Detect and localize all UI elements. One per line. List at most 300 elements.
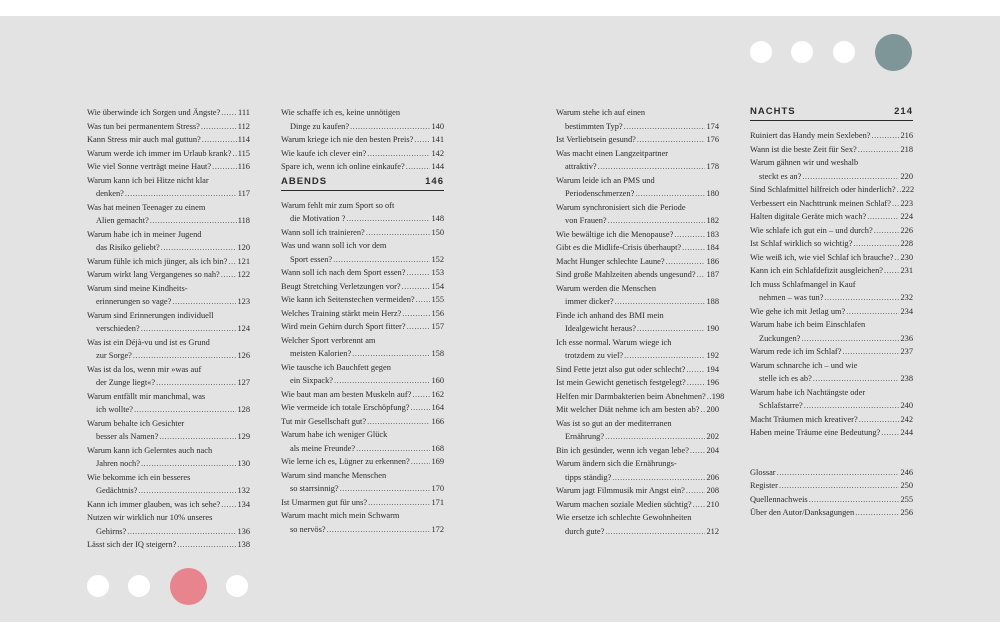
section-heading <box>281 176 444 191</box>
toc-entry-line <box>750 197 913 211</box>
toc-page-number: 202 <box>706 432 719 441</box>
toc-entry[interactable] <box>87 471 250 498</box>
toc-entry[interactable] <box>750 386 913 413</box>
toc-entry[interactable] <box>281 266 444 280</box>
toc-page-number: 242 <box>900 414 913 424</box>
toc-entry[interactable] <box>556 106 719 133</box>
toc-page-number: 255 <box>900 494 913 504</box>
dot-leader <box>125 187 237 201</box>
toc-entry[interactable] <box>87 106 250 120</box>
toc-page-number: 111 <box>238 108 250 117</box>
toc-page-number: 224 <box>900 212 913 221</box>
toc-entry[interactable] <box>750 359 913 386</box>
toc-entry[interactable] <box>556 174 719 201</box>
toc-entry-text: Welches Training stärkt mein Herz? <box>281 308 402 318</box>
toc-entry[interactable] <box>87 498 250 512</box>
toc-entry-line <box>556 444 719 458</box>
toc-entry-line <box>750 372 913 386</box>
toc-entry[interactable] <box>281 293 444 307</box>
decorative-dot-white <box>833 41 855 63</box>
decorative-dot-white <box>750 41 772 63</box>
toc-entry-text: Alien gemacht? <box>96 216 149 225</box>
toc-entry[interactable] <box>556 484 719 498</box>
toc-page-number: 138 <box>237 540 250 549</box>
dot-leader <box>824 291 899 305</box>
dot-leader <box>212 160 237 174</box>
toc-entry[interactable] <box>87 336 250 363</box>
toc-entry-text: tipps ständig? <box>565 472 612 482</box>
toc-entry-line <box>87 268 250 282</box>
decorative-dot-teal <box>875 34 912 71</box>
toc-page-number: 194 <box>706 364 719 374</box>
toc-page-number: 130 <box>237 459 250 468</box>
toc-page-number: 148 <box>431 214 444 223</box>
toc-page-number: 183 <box>706 229 719 239</box>
dot-leader <box>802 170 899 184</box>
dot-leader <box>138 484 236 498</box>
toc-entry-line <box>556 133 719 147</box>
toc-entry-line <box>87 322 250 336</box>
toc-entry-text: Warum synchronisiert sich die Periode <box>556 202 686 212</box>
toc-entry-line <box>556 160 719 174</box>
dot-leader <box>690 444 706 458</box>
toc-entry-line <box>750 345 913 359</box>
toc-entry-line <box>281 106 444 120</box>
toc-entry[interactable] <box>281 334 444 361</box>
toc-entry[interactable] <box>87 444 250 471</box>
toc-entry[interactable] <box>556 417 719 444</box>
toc-page-number: 118 <box>237 216 250 225</box>
toc-entry[interactable] <box>87 120 250 134</box>
toc-entry[interactable] <box>750 466 913 480</box>
toc-entry-text: Wie schaffe ich es, keine unnötigen <box>281 108 401 117</box>
toc-entry-text: Spare ich, wenn ich online einkaufe? <box>281 162 405 171</box>
toc-entry-line <box>556 106 719 120</box>
toc-entry-line <box>281 455 444 469</box>
toc-entry[interactable] <box>750 210 913 224</box>
toc-entry[interactable] <box>556 376 719 390</box>
toc-column-1 <box>87 106 250 552</box>
toc-entry-line <box>87 160 250 174</box>
toc-entry-line <box>281 293 444 307</box>
toc-entry-text: Tut mir Gesellschaft gut? <box>281 416 367 426</box>
toc-entry-line <box>281 199 444 213</box>
toc-entry[interactable] <box>556 255 719 269</box>
dot-leader <box>608 214 706 228</box>
toc-page-number: 178 <box>706 162 719 171</box>
toc-entry-text: erinnerungen so vage? <box>96 297 172 306</box>
toc-page-number: 156 <box>431 308 444 318</box>
toc-entry[interactable] <box>750 506 913 520</box>
toc-entry[interactable] <box>750 129 913 143</box>
toc-entry-line <box>87 457 250 471</box>
toc-page-number: 232 <box>900 293 913 302</box>
dot-leader <box>406 160 431 174</box>
dot-leader <box>350 120 430 134</box>
toc-page-number: 182 <box>706 216 719 225</box>
toc-entry[interactable] <box>281 199 444 226</box>
toc-entry-text: so nervös? <box>290 524 326 534</box>
toc-entry-text: Sind große Mahlzeiten abends ungesund? <box>556 270 696 279</box>
decorative-dot-white <box>791 41 813 63</box>
toc-entry-line <box>281 280 444 294</box>
toc-entry[interactable] <box>750 156 913 183</box>
toc-entry-line <box>281 415 444 429</box>
toc-entry-text: attraktiv? <box>565 162 597 171</box>
toc-entry-text: Dinge zu kaufen? <box>290 121 350 131</box>
toc-entry[interactable] <box>750 413 913 427</box>
dot-leader <box>367 147 430 161</box>
toc-entry[interactable] <box>750 224 913 238</box>
toc-page-number: 218 <box>900 144 913 154</box>
toc-entry[interactable] <box>281 415 444 429</box>
toc-entry-line <box>750 318 913 332</box>
toc-entry[interactable] <box>87 133 250 147</box>
dot-leader <box>134 403 236 417</box>
toc-entry-line <box>556 430 719 444</box>
toc-entry-text: Wann ist die beste Zeit für Sex? <box>750 144 857 154</box>
toc-page-number: 158 <box>431 349 444 358</box>
toc-entry-line <box>750 493 913 507</box>
dot-leader <box>842 345 899 359</box>
toc-page-number: 184 <box>706 243 719 252</box>
dot-leader <box>366 226 431 240</box>
toc-entry-line <box>750 210 913 224</box>
dot-leader <box>884 264 899 278</box>
dot-leader <box>172 295 236 309</box>
toc-entry-text: Warum macht mich mein Schwarm <box>281 511 400 520</box>
toc-page-number: 168 <box>431 443 444 453</box>
toc-entry[interactable] <box>281 455 444 469</box>
toc-entry-line <box>87 120 250 134</box>
toc-entry[interactable] <box>556 201 719 228</box>
toc-entry-line <box>556 228 719 242</box>
toc-page-number: 152 <box>431 254 444 264</box>
dot-leader <box>221 498 236 512</box>
toc-entry-text: Wann soll ich trainieren? <box>281 227 365 237</box>
toc-entry-line <box>556 268 719 282</box>
toc-entry-line <box>556 498 719 512</box>
dot-leader <box>141 322 237 336</box>
toc-entry-line <box>556 363 719 377</box>
dot-leader <box>356 442 430 456</box>
dot-leader <box>853 237 899 251</box>
toc-entry-text: Quellennachweis <box>750 494 808 504</box>
toc-entry-line <box>750 399 913 413</box>
toc-entry-text: Welcher Sport verbrennt am <box>281 335 376 345</box>
dot-leader <box>855 506 899 520</box>
toc-entry[interactable] <box>750 197 913 211</box>
toc-page-number: 230 <box>900 252 913 262</box>
toc-entry-text: ein Sixpack? <box>290 376 334 385</box>
toc-entry[interactable] <box>281 226 444 240</box>
toc-entry[interactable] <box>87 160 250 174</box>
toc-entry-line <box>87 174 250 188</box>
toc-page-number: 122 <box>237 270 250 279</box>
dot-leader <box>406 266 430 280</box>
toc-entry[interactable] <box>750 264 913 278</box>
toc-page-number: 136 <box>237 526 250 536</box>
toc-entry-line <box>281 266 444 280</box>
toc-page-number: 153 <box>431 268 444 277</box>
dot-leader <box>327 523 431 537</box>
dot-leader <box>333 253 430 267</box>
dot-leader <box>779 479 900 493</box>
toc-entry-text: trotzdem zu viel? <box>565 351 624 360</box>
toc-entry-text: Wie kaufe ich clever ein? <box>281 148 367 158</box>
toc-entry[interactable] <box>750 143 913 157</box>
dot-leader <box>874 224 900 238</box>
dot-leader <box>687 376 706 390</box>
toc-entry-line <box>750 237 913 251</box>
toc-entry-text: Warum habe ich beim Einschlafen <box>750 320 866 329</box>
toc-page-number: 157 <box>431 322 444 331</box>
toc-entry[interactable] <box>281 160 444 174</box>
toc-entry[interactable] <box>750 183 913 197</box>
toc-entry-line <box>87 471 250 485</box>
toc-entry[interactable] <box>556 390 725 404</box>
toc-entry-text: Wann soll ich nach dem Sport essen? <box>281 268 406 277</box>
toc-entry-line <box>750 129 913 143</box>
toc-entry[interactable] <box>556 363 719 377</box>
toc-entry-text: von Frauen? <box>565 216 607 225</box>
toc-entry-text: bestimmten Typ? <box>565 121 623 131</box>
toc-entry[interactable] <box>750 493 913 507</box>
toc-entry[interactable] <box>87 174 250 201</box>
toc-entry[interactable] <box>556 498 719 512</box>
toc-entry[interactable] <box>556 147 719 174</box>
toc-entry[interactable] <box>87 147 250 161</box>
toc-entry-line <box>87 349 250 363</box>
toc-entry[interactable] <box>750 251 913 265</box>
toc-entry[interactable] <box>281 280 444 294</box>
toc-entry-text: Warum sind manche Menschen <box>281 470 387 480</box>
toc-entry[interactable] <box>87 363 250 390</box>
toc-entry-text: Schlafstarre? <box>759 401 803 410</box>
toc-entry[interactable] <box>281 239 444 266</box>
toc-entry-text: Warum kriege ich nie den besten Preis? <box>281 135 414 144</box>
toc-page-number: 244 <box>900 428 913 437</box>
toc-entry[interactable] <box>750 278 913 305</box>
toc-entry-line <box>281 133 444 147</box>
toc-entry[interactable] <box>750 305 913 319</box>
dot-leader <box>892 197 900 211</box>
toc-page-number: 127 <box>237 378 250 387</box>
toc-page-number: 123 <box>237 297 250 306</box>
toc-entry[interactable] <box>750 345 913 359</box>
toc-entry[interactable] <box>87 201 250 228</box>
toc-page-number: 240 <box>900 401 913 410</box>
toc-entry[interactable] <box>556 336 719 363</box>
toc-page-number: 188 <box>706 297 719 306</box>
toc-entry-text: Zuckungen? <box>759 333 801 343</box>
toc-entry[interactable] <box>556 457 719 484</box>
toc-entry-text: die Motivation ? <box>290 214 346 223</box>
toc-entry[interactable] <box>87 282 250 309</box>
dot-leader <box>859 413 900 427</box>
toc-entry-text: Register <box>750 481 778 490</box>
toc-entry[interactable] <box>281 428 444 455</box>
toc-entry-line <box>281 347 444 361</box>
toc-entry-line <box>87 538 250 552</box>
toc-entry-line <box>87 417 250 431</box>
dot-leader <box>637 133 706 147</box>
toc-entry-text: Was ist so gut an der mediterranen <box>556 418 672 428</box>
decorative-dot-white <box>87 575 109 597</box>
toc-page-number: 120 <box>237 243 250 252</box>
toc-entry[interactable] <box>87 268 250 282</box>
toc-entry-text: Bin ich gesünder, wenn ich vegan lebe? <box>556 445 689 455</box>
toc-entry-text: der Zunge liegt«? <box>96 378 156 387</box>
toc-entry[interactable] <box>750 426 913 440</box>
toc-entry-text: Ist mein Gewicht genetisch festgelegt? <box>556 378 686 387</box>
toc-entry[interactable] <box>556 309 719 336</box>
toc-page-number: 212 <box>706 526 719 536</box>
dot-leader <box>156 376 236 390</box>
toc-entry-line <box>556 390 725 404</box>
section-title: ABENDS <box>281 175 328 187</box>
toc-entry-line <box>87 106 250 120</box>
dot-leader <box>871 129 899 143</box>
toc-entry-text: Wie kann ich Seitenstechen vermeiden? <box>281 295 415 304</box>
toc-entry-line <box>281 496 444 510</box>
toc-entry[interactable] <box>87 255 250 269</box>
toc-entry[interactable] <box>87 390 250 417</box>
toc-entry-line <box>281 307 444 321</box>
toc-entry[interactable] <box>556 133 719 147</box>
toc-entry-line <box>556 349 719 363</box>
dot-leader <box>881 426 899 440</box>
toc-entry[interactable] <box>87 538 250 552</box>
toc-entry-text: Periodenschmerzen? <box>565 189 635 198</box>
toc-entry-text: zur Sorge? <box>96 351 132 360</box>
toc-entry-line <box>281 320 444 334</box>
toc-entry-line <box>556 457 719 471</box>
toc-entry-text: Ist Umarmen gut für uns? <box>281 497 368 507</box>
toc-entry-line <box>87 282 250 296</box>
dot-leader <box>221 268 237 282</box>
toc-page-number: 144 <box>431 162 444 171</box>
toc-page-number: 174 <box>706 121 719 131</box>
toc-entry[interactable] <box>87 511 250 538</box>
dot-leader <box>411 401 431 415</box>
toc-entry[interactable] <box>87 417 250 444</box>
dot-leader <box>402 307 430 321</box>
toc-entry[interactable] <box>556 403 719 417</box>
toc-entry-text: Warum machen soziale Medien süchtig? <box>556 499 692 509</box>
toc-entry[interactable] <box>281 106 444 133</box>
toc-entry[interactable] <box>87 309 250 336</box>
toc-entry[interactable] <box>750 318 913 345</box>
toc-entry-text: Was und wann soll ich vor dem <box>281 241 387 250</box>
toc-entry-text: Wie gehe ich mit Jetlag um? <box>750 306 846 316</box>
toc-page-number: 196 <box>706 378 719 387</box>
toc-entry-text: Wie bewältige ich die Menopause? <box>556 229 674 239</box>
toc-entry-line <box>87 187 250 201</box>
toc-entry-line <box>87 147 250 161</box>
dot-leader <box>615 295 706 309</box>
toc-page-number: 154 <box>431 281 444 291</box>
toc-entry[interactable] <box>750 479 913 493</box>
toc-entry[interactable] <box>281 307 444 321</box>
toc-page-number: 128 <box>237 405 250 414</box>
book-spread <box>0 16 1000 622</box>
toc-entry[interactable] <box>281 320 444 334</box>
toc-entry-line <box>750 332 913 346</box>
dot-leader <box>201 120 237 134</box>
dot-leader <box>809 493 900 507</box>
toc-entry-line <box>87 363 250 377</box>
toc-page-number: 132 <box>237 486 250 495</box>
toc-entry[interactable] <box>556 444 719 458</box>
toc-entry-text: Sind Fette jetzt also gut oder schlecht? <box>556 364 686 374</box>
dot-leader <box>150 214 237 228</box>
toc-entry[interactable] <box>556 511 719 538</box>
toc-entry[interactable] <box>556 282 719 309</box>
toc-entry[interactable] <box>556 241 719 255</box>
toc-column-3 <box>556 106 725 538</box>
dot-leader <box>894 251 899 265</box>
dot-leader <box>674 228 705 242</box>
toc-page-number: 223 <box>900 198 913 208</box>
toc-entry[interactable] <box>281 133 444 147</box>
toc-entry[interactable] <box>750 237 913 251</box>
toc-entry-text: Warum wirkt lang Vergangenes so nah? <box>87 270 220 279</box>
toc-entry-line <box>556 187 719 201</box>
section-heading <box>750 106 913 121</box>
toc-entry-text: Haben meine Träume eine Bedeutung? <box>750 428 881 437</box>
dot-leader <box>340 482 431 496</box>
dot-leader <box>624 349 705 363</box>
toc-entry-text: Ruiniert das Handy mein Sexleben? <box>750 131 871 140</box>
toc-entry-text: Ernährung? <box>565 432 605 441</box>
toc-entry[interactable] <box>281 496 444 510</box>
toc-entry-line <box>87 498 250 512</box>
dot-leader <box>605 430 705 444</box>
toc-entry-line <box>87 511 250 525</box>
toc-entry-line <box>556 120 719 134</box>
toc-entry[interactable] <box>281 401 444 415</box>
toc-entry-line <box>556 309 719 323</box>
toc-entry-text: Warum gähnen wir und weshalb <box>750 158 859 167</box>
toc-page-number: 112 <box>237 121 250 131</box>
toc-entry[interactable] <box>556 228 719 242</box>
toc-entry[interactable] <box>281 361 444 388</box>
toc-page-number: 164 <box>431 403 444 412</box>
toc-entry-line <box>87 484 250 498</box>
toc-entry-line <box>87 336 250 350</box>
toc-entry[interactable] <box>281 469 444 496</box>
toc-entry[interactable] <box>87 228 250 255</box>
toc-entry-line <box>87 133 250 147</box>
toc-entry-line <box>87 214 250 228</box>
toc-entry[interactable] <box>281 509 444 536</box>
toc-entry[interactable] <box>281 147 444 161</box>
toc-entry[interactable] <box>556 268 719 282</box>
toc-entry-text: Wie bekomme ich ein besseres <box>87 472 191 482</box>
dot-leader <box>697 268 706 282</box>
toc-entry-text: Wie ersetze ich schlechte Gewohnheiten <box>556 513 692 522</box>
toc-entry-line <box>750 156 913 170</box>
toc-page-number: 114 <box>237 135 250 144</box>
dot-leader <box>813 372 900 386</box>
toc-entry-text: Was tun bei permanentem Stress? <box>87 121 200 131</box>
section-title: NACHTS <box>750 106 796 117</box>
toc-entry[interactable] <box>281 388 444 402</box>
toc-entry-line <box>750 183 913 197</box>
toc-entry-text: Warum stehe ich auf einen <box>556 108 646 117</box>
toc-page-number: 228 <box>900 239 913 248</box>
